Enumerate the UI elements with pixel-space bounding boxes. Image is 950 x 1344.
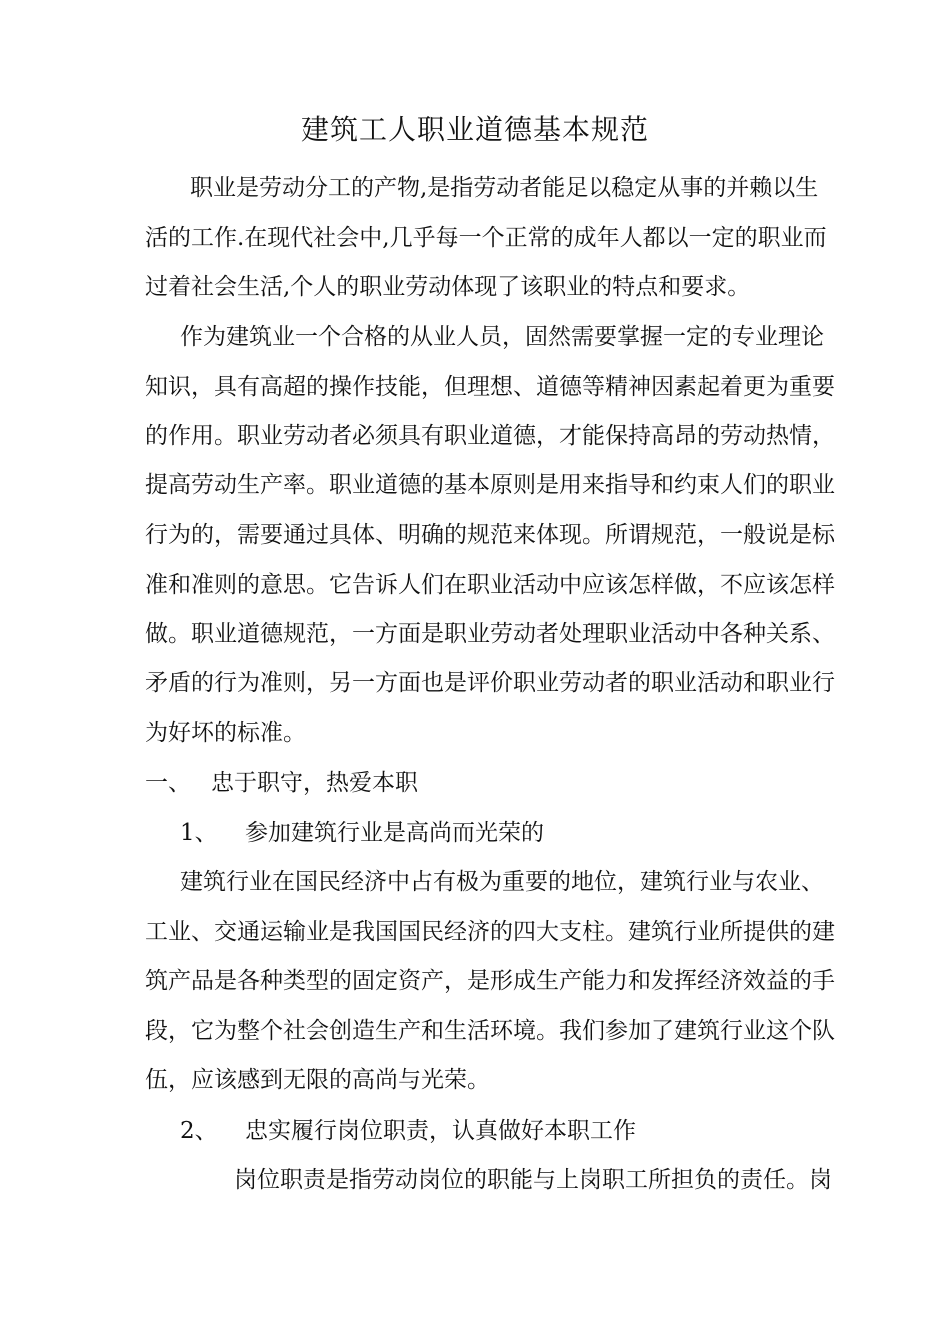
paragraph-2-line-2: 知识，具有高超的操作技能，但理想、道德等精神因素起着更为重要 — [145, 374, 835, 400]
paragraph-2-line-9: 为好坏的标准。 — [145, 720, 306, 746]
paragraph-1-line-1: 职业是劳动分工的产物,是指劳动者能足以稳定从事的并赖以生 — [190, 175, 819, 201]
subsection-1-heading: 参加建筑行业是高尚而光荣的 — [245, 820, 544, 846]
paragraph-2-line-1: 作为建筑业一个合格的从业人员，固然需要掌握一定的专业理论 — [180, 324, 824, 350]
paragraph-2-line-7: 做。职业道德规范，一方面是职业劳动者处理职业活动中各种关系、 — [145, 621, 835, 647]
subsection-1-number: 1、 — [180, 820, 218, 846]
section-1-heading: 忠于职守，热爱本职 — [211, 770, 418, 796]
paragraph-1-line-2: 活的工作.在现代社会中,几乎每一个正常的成年人都以一定的职业而 — [145, 225, 827, 251]
subsection-2-number: 2、 — [180, 1118, 218, 1144]
paragraph-2-line-8: 矛盾的行为准则，另一方面也是评价职业劳动者的职业活动和职业行 — [145, 670, 835, 696]
paragraph-1-line-3: 过着社会生活,个人的职业劳动体现了该职业的特点和要求。 — [145, 274, 751, 300]
paragraph-3-line-2: 工业、交通运输业是我国国民经济的四大支柱。建筑行业所提供的建 — [145, 919, 835, 945]
paragraph-2-line-6: 准和准则的意思。它告诉人们在职业活动中应该怎样做，不应该怎样 — [145, 572, 835, 598]
paragraph-4-line-1: 岗位职责是指劳动岗位的职能与上岗职工所担负的责任。岗 — [234, 1167, 832, 1193]
paragraph-2-line-4: 提高劳动生产率。职业道德的基本原则是用来指导和约束人们的职业 — [145, 472, 835, 498]
subsection-2-heading: 忠实履行岗位职责，认真做好本职工作 — [245, 1118, 636, 1144]
paragraph-2-line-3: 的作用。职业劳动者必须具有职业道德，才能保持高昂的劳动热情， — [145, 423, 835, 449]
paragraph-3-line-3: 筑产品是各种类型的固定资产，是形成生产能力和发挥经济效益的手 — [145, 968, 835, 994]
paragraph-2-line-5: 行为的，需要通过具体、明确的规范来体现。所谓规范，一般说是标 — [145, 522, 835, 548]
paragraph-3-line-5: 伍，应该感到无限的高尚与光荣。 — [145, 1067, 490, 1093]
paragraph-3-line-1: 建筑行业在国民经济中占有极为重要的地位，建筑行业与农业、 — [180, 869, 824, 895]
section-1-number: 一、 — [145, 770, 191, 796]
paragraph-3-line-4: 段，它为整个社会创造生产和生活环境。我们参加了建筑行业这个队 — [145, 1018, 835, 1044]
page-title: 建筑工人职业道德基本规范 — [300, 113, 649, 146]
